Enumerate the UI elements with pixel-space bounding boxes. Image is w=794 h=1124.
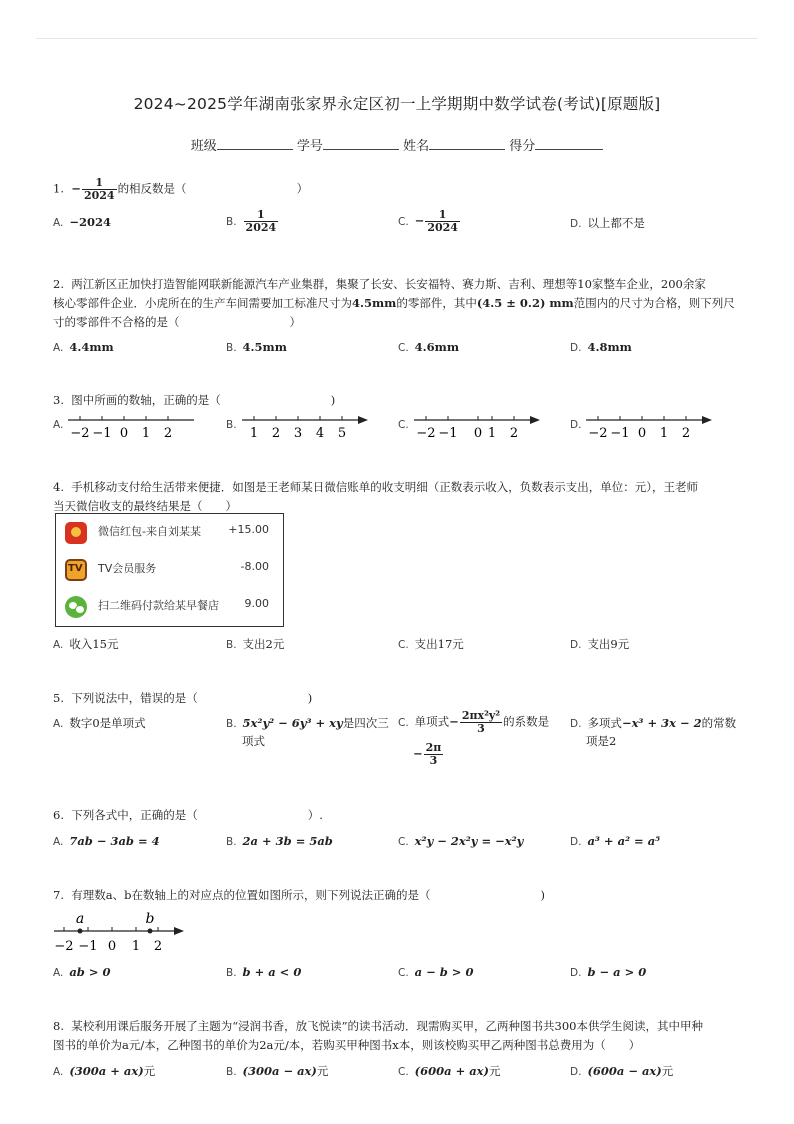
q7-tick-label: −2	[54, 939, 74, 954]
q2-option-d[interactable]: D. 4.8mm	[570, 340, 632, 354]
q3-d-tick-label: 2	[681, 426, 691, 441]
arrow-icon	[174, 927, 184, 935]
class-label: 班级	[190, 139, 217, 154]
q3-d-tick-label: 1	[659, 426, 669, 441]
bill-row-label: TV会员服务	[98, 562, 157, 575]
q3-option-d[interactable]: D.	[570, 419, 582, 431]
q3-c-tick-label: 2	[509, 426, 519, 441]
page-title: 2024~2025学年湖南张家界永定区初一上学期期中数学试卷(考试)[原题版]	[133, 95, 661, 113]
id-label: 学号	[296, 139, 323, 154]
page-top-rule	[36, 38, 758, 39]
question-1: 1. − $\frac{1}{2024}$ 的相反数是（ ）	[53, 176, 309, 202]
wechat-bill-panel	[55, 513, 284, 627]
q3-a-tick-label: −2	[70, 426, 90, 441]
q3-d-tick-label: −1	[610, 426, 630, 441]
q5-option-a[interactable]: A. 数字0是单项式	[53, 716, 146, 730]
q1-fraction: $\frac{1}{2024}$	[83, 176, 115, 202]
q3-option-a[interactable]: A.	[53, 419, 64, 431]
q1-number: 1.	[53, 181, 64, 196]
q5-option-c-answer: − $\frac{2\pi}{3}$	[413, 741, 442, 767]
q3-d-tick-label: 0	[637, 426, 647, 441]
q7-option-a[interactable]: A. ab > 0	[53, 965, 111, 979]
question-6: 6. 下列各式中，正确的是（ ）.	[53, 808, 323, 822]
q4-option-a[interactable]: A. 收入15元	[53, 637, 119, 651]
name-label: 姓名	[403, 139, 430, 154]
q7-tick-label: −1	[78, 939, 98, 954]
q3-a-tickmarks	[80, 416, 168, 420]
arrow-icon	[358, 416, 368, 424]
q3-b-tick-label: 2	[271, 426, 281, 441]
q7-option-b[interactable]: B. b + a < 0	[226, 965, 302, 979]
q3-axis-a	[66, 410, 196, 442]
q8-option-b[interactable]: B. (300a − ax)元	[226, 1064, 329, 1078]
q5-option-c[interactable]: C. 单项式− $\frac{\text{2πx²y²}}{3}$ 的系数是	[398, 709, 550, 735]
q8-option-a[interactable]: A. (300a + ax)元	[53, 1064, 156, 1078]
q3-b-tick-label: 3	[293, 426, 303, 441]
bill-row	[56, 556, 283, 586]
q1-option-d[interactable]: D. 以上都不是	[570, 216, 645, 230]
q3-a-tick-label: −1	[92, 426, 112, 441]
q2-option-c[interactable]: C. 4.6mm	[398, 340, 460, 354]
q7-tick-label: 0	[107, 939, 117, 954]
q2-option-b[interactable]: B. 4.5mm	[226, 340, 287, 354]
q4-option-c[interactable]: C. 支出17元	[398, 637, 464, 651]
q3-option-c[interactable]: C.	[398, 419, 409, 431]
question-7: 7. 有理数a、b在数轴上的对应点的位置如图所示，则下列说法正确的是（ )	[53, 888, 546, 902]
point-b-marker	[148, 929, 153, 934]
q6-option-a[interactable]: A. 7ab − 3ab = 4	[53, 834, 160, 848]
arrow-icon	[530, 416, 540, 424]
q3-c-tick-label: 1	[487, 426, 497, 441]
wechat-pay-icon	[65, 596, 87, 618]
bill-row	[56, 519, 283, 549]
q3-a-tick-label: 2	[163, 426, 173, 441]
class-blank	[217, 137, 293, 150]
q1-stem: 的相反数是（	[117, 181, 187, 196]
bill-row-label: 微信红包-来自刘某某	[98, 525, 201, 538]
score-label: 得分	[509, 139, 536, 154]
q7-number-line	[52, 910, 187, 956]
q4-option-d[interactable]: D. 支出9元	[570, 637, 630, 651]
q3-axis-b	[240, 410, 370, 442]
arrow-icon	[702, 416, 712, 424]
q3-axis-d	[584, 410, 714, 442]
q3-b-tick-label: 4	[315, 426, 325, 441]
q3-b-tick-label: 5	[337, 426, 347, 441]
question-5: 5. 下列说法中，错误的是（ )	[53, 691, 313, 705]
tv-icon: TV	[65, 559, 87, 581]
q3-b-tick-label: 1	[249, 426, 259, 441]
q4-option-b[interactable]: B. 支出2元	[226, 637, 285, 651]
bill-row-label: 扫二维码付款给某早餐店	[98, 599, 219, 612]
bill-row-amount: +15.00	[228, 523, 269, 536]
q8-option-c[interactable]: C. (600a + ax)元	[398, 1064, 501, 1078]
q1-option-b[interactable]: B. $\frac{1}{2024}$	[226, 208, 277, 234]
question-8: 8. 某校利用课后服务开展了主题为“浸润书香，放飞悦读”的读书活动．现需购买甲，乙两种图书共300本供学生阅读，其中甲种 图书的单价为a元/本，乙种图书的单价为2a元/本，若购买甲种图书x本，则该校购买甲乙两种图书总费用为（ ）	[53, 1019, 703, 1052]
q6-option-d[interactable]: D. a³ + a² = a⁵	[570, 834, 661, 848]
name-blank	[429, 137, 505, 150]
q5-option-b[interactable]: B. 5x²y² − 6y³ + xy是四次三 项式	[226, 716, 389, 748]
q6-option-b[interactable]: B. 2a + 3b = 5ab	[226, 834, 333, 848]
q7-tick-label: 1	[131, 939, 141, 954]
q3-c-tick-label: −1	[438, 426, 458, 441]
q1-option-c[interactable]: C. − $\frac{1}{2024}$	[398, 208, 458, 234]
q7-option-c[interactable]: C. a − b > 0	[398, 965, 474, 979]
score-blank	[535, 137, 603, 150]
student-info-line	[0, 135, 794, 154]
q3-a-tick-label: 1	[141, 426, 151, 441]
question-4: 4. 手机移动支付给生活带来便捷．如图是王老师某日微信账单的收支明细（正数表示收入，负数表示支出，单位：元），王老师 当天微信收支的最终结果是（ ）	[53, 480, 699, 513]
q2-option-a[interactable]: A. 4.4mm	[53, 340, 114, 354]
bill-row	[56, 593, 283, 623]
id-blank	[323, 137, 399, 150]
q3-option-b[interactable]: B.	[226, 419, 237, 431]
q5-option-d[interactable]: D. 多项式−x³ + 3x − 2的常数 项是2	[570, 716, 737, 748]
q7-tick-label: 2	[153, 939, 163, 954]
point-b-label: b	[145, 911, 155, 927]
q8-option-d[interactable]: D. (600a − ax)元	[570, 1064, 674, 1078]
question-3: 3. 图中所画的数轴，正确的是（ )	[53, 393, 336, 407]
question-2: 2. 两江新区正加快打造智能网联新能源汽车产业集群，集聚了长安、长安福特、赛力斯、吉利、理想等10家整车企业，200余家 核心零部件企业．小虎所在的生产车间需要加工标准尺寸为4.5mm的零部件，其中(4.5 ± 0.2) mm范围内的尺寸为合格，则下列尺 寸的零部件不合格的是（ ）	[53, 277, 735, 329]
q3-c-tick-label: 0	[473, 426, 483, 441]
bill-row-amount: 9.00	[244, 597, 269, 610]
point-a-marker	[78, 929, 83, 934]
q3-a-tick-label: 0	[119, 426, 129, 441]
q3-axis-c	[412, 410, 542, 442]
q7-option-d[interactable]: D. b − a > 0	[570, 965, 647, 979]
q6-option-c[interactable]: C. x²y − 2x²y = −x²y	[398, 834, 524, 848]
q3-c-tick-label: −2	[416, 426, 436, 441]
q3-d-tick-label: −2	[588, 426, 608, 441]
point-a-label: a	[75, 911, 85, 927]
q1-option-a[interactable]: A. −2024	[53, 215, 111, 229]
bill-row-amount: -8.00	[240, 560, 269, 573]
red-packet-icon	[65, 522, 87, 544]
